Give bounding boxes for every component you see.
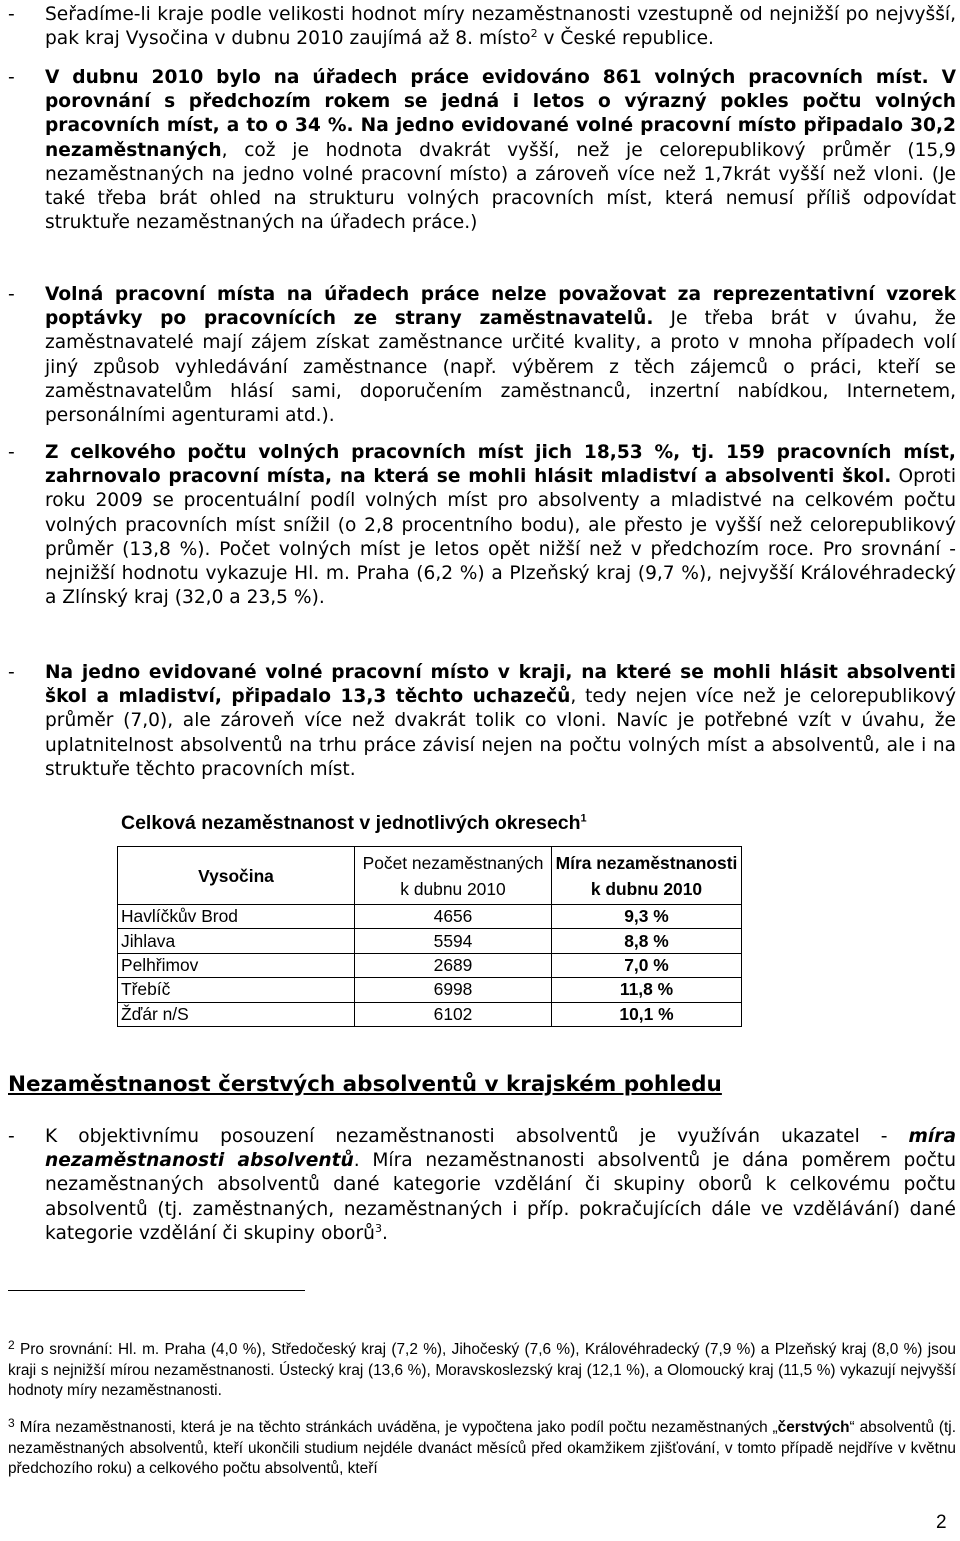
count-cell: 6102 (355, 1002, 552, 1026)
district-cell: Třebíč (118, 978, 355, 1002)
table-row (118, 929, 742, 953)
bullet-text: Z celkového počtu volných pracovních míst jich 18,53 %, tj. 159 pracovních míst, zahrnovalo pracovní místa, na která se mohli hlásit mladiství a absolventi škol. Oproti roku 2009 se procentuální podíl volných míst pro absolventy a mladistvé na celkovém počtu volných pracovních míst snížil (o 2,8 procentního bodu), ale přesto je vyšší než celorepublikový průměr (13,8 %). Počet volných míst je letos opět nižší než v předchozím roce. Pro srovnání - nejnižší hodnotu vykazuje Hl. m. Praha (6,2 %) a Plzeňský kraj (9,7 %), nejvyšší Královéhradecký a Zlínský kraj (32,0 a 23,5 %). (45, 442, 956, 609)
bullet-dash: - (8, 1126, 15, 1147)
rate-cell: 10,1 % (552, 1002, 742, 1026)
table-row (118, 978, 742, 1002)
rate-cell: 9,3 % (552, 905, 742, 929)
bullet-text: Volná pracovní místa na úřadech práce nelze považovat za reprezentativní vzorek poptávky po pracovnících ze strany zaměstnavatelů. Je třeba brát v úvahu, že zaměstnavatelé mají zájem získat zaměstnance určité kvality, a proto v mnoha případech volí jiný způsob vyhledávání zaměstnance (např. výběrem z těch zájemců o práci, kteří se zaměstnavatelům hlásí sami, doporučením zaměstnanců, inzertní nabídkou, Internetem, personálními agenturami atd.). (45, 284, 957, 427)
table-row (118, 953, 742, 977)
footnote-2: $^2$ Pro srovnání: Hl. m. Praha (4,0 %), Středočeský kraj (7,2 %), Jihočeský (7,6 %), Královéhradecký (7,9 %) a Plzeňský kraj (8,0 %) jsou kraji s nejnižší mírou nezaměstnanosti. Ústecký kraj (13,6 %), Moravskoslezský kraj (12,1 %), a Olomoucký kraj (11,5 %) vykazují nejvyšší hodnoty míry nezaměstnanosti. (8, 1338, 956, 1400)
bullet-dash: - (8, 662, 15, 683)
footnote-ref[interactable]: 1 (580, 812, 587, 825)
count-cell: 6998 (355, 978, 552, 1002)
footnote-mark: 2 (8, 1338, 15, 1352)
bullet-item-graduate-vacancies (8, 441, 956, 610)
footnote-ref[interactable]: 2 (530, 27, 538, 41)
footnote-mark: 3 (8, 1416, 15, 1430)
bullet-dash: - (8, 442, 15, 463)
page-number: 2 (936, 1512, 947, 1533)
footnote-ref[interactable]: 3 (374, 1221, 382, 1235)
bullet-dash: - (8, 4, 15, 25)
district-cell: Jihlava (118, 929, 355, 953)
header-region: Vysočina (118, 847, 355, 905)
table-title: Celková nezaměstnanost v jednotlivých okresech$^1$ (121, 812, 587, 834)
rate-cell: 11,8 % (552, 978, 742, 1002)
footnote-separator (8, 1290, 305, 1291)
bullet-text: K objektivnímu posouzení nezaměstnanosti absolventů je využíván ukazatel - míra nezaměstnanosti absolventů. Míra nezaměstnanosti absolventů je dána poměrem počtu nezaměstnaných absolventů dané kategorie vzdělání či skupiny oborů k celkovému počtu absolventů (tj. zaměstnaných, nezaměstnaných i příp. pokračujících dále ve vzdělávání) dané kategorie vzdělání či skupiny oborů$^3$. (45, 1126, 956, 1244)
unemployment-table (117, 846, 742, 1027)
district-cell: Havlíčkův Brod (118, 905, 355, 929)
header-rate: Míra nezaměstnanosti k dubnu 2010 (552, 847, 742, 905)
bullet-text: Na jedno evidované volné pracovní místo v kraji, na které se mohli hlásit absolventi škol a mladiství, připadalo 13,3 těchto uchazečů, tedy nejen více než je celorepublikový průměr (7,0), ale zároveň více než dvakrát tolik co vloni. Navíc je potřebné vzít v úvahu, že uplatnitelnost absolventů na trhu práce závisí nejen na počtu volných míst a absolventů, ale i na struktuře těchto pracovních míst. (45, 662, 956, 780)
district-cell: Žďár n/S (118, 1002, 355, 1026)
bullet-text: V dubnu 2010 bylo na úřadech práce evidováno 861 volných pracovních míst. V porovnání s předchozím rokem se jedná i letos o výrazný pokles počtu volných pracovních míst, a to o 34 %. Na jedno evidované volné pracovní místo připadalo 30,2 nezaměstnaných, což je hodnota dvakrát vyšší, než je celorepublikový průměr (15,9 nezaměstnaných na jedno volné pracovní místo) a zároveň více než 1,7krát vyšší než vloni. (Je také třeba brát ohled na strukturu volných pracovních míst, která nemusí příliš odpovídat struktuře nezaměstnaných na úřadech práce.) (45, 67, 956, 234)
bullet-item-ranking (8, 3, 956, 51)
count-cell: 5594 (355, 929, 552, 953)
header-count: Počet nezaměstnaných k dubnu 2010 (355, 847, 552, 905)
bullet-item-graduate-rate (8, 1125, 956, 1246)
table-row (118, 905, 742, 929)
bullet-item-graduate-applicants (8, 661, 956, 782)
count-cell: 4656 (355, 905, 552, 929)
rate-cell: 7,0 % (552, 953, 742, 977)
count-cell: 2689 (355, 953, 552, 977)
rate-cell: 8,8 % (552, 929, 742, 953)
table-row (118, 1002, 742, 1026)
district-cell: Pelhřimov (118, 953, 355, 977)
bullet-text: Seřadíme-li kraje podle velikosti hodnot míry nezaměstnanosti vzestupně od nejnižší po nejvyšší, pak kraj Vysočina v dubnu 2010 zaujímá až 8. místo$^2$ v České republice. (45, 4, 956, 50)
bullet-item-representative-sample (8, 283, 956, 428)
footnote-3: $^3$ Míra nezaměstnanosti, která je na těchto stránkách uváděna, je vypočtena jako podíl počtu nezaměstnaných „čerstvých“ absolventů (tj. nezaměstnaných absolventů, kteří ukončili studium nejdéle dvanáct měsíců před okamžikem zjišťování, v tomto případě nejdříve v květnu předchozího roku) a celkového počtu absolventů, kteří (8, 1416, 956, 1478)
section-heading: Nezaměstnanost čerstvých absolventů v krajském pohledu (8, 1072, 722, 1097)
bullet-dash: - (8, 67, 15, 88)
bullet-item-vacancies (8, 66, 956, 235)
table-header-row (118, 847, 742, 905)
bullet-dash: - (8, 284, 15, 305)
